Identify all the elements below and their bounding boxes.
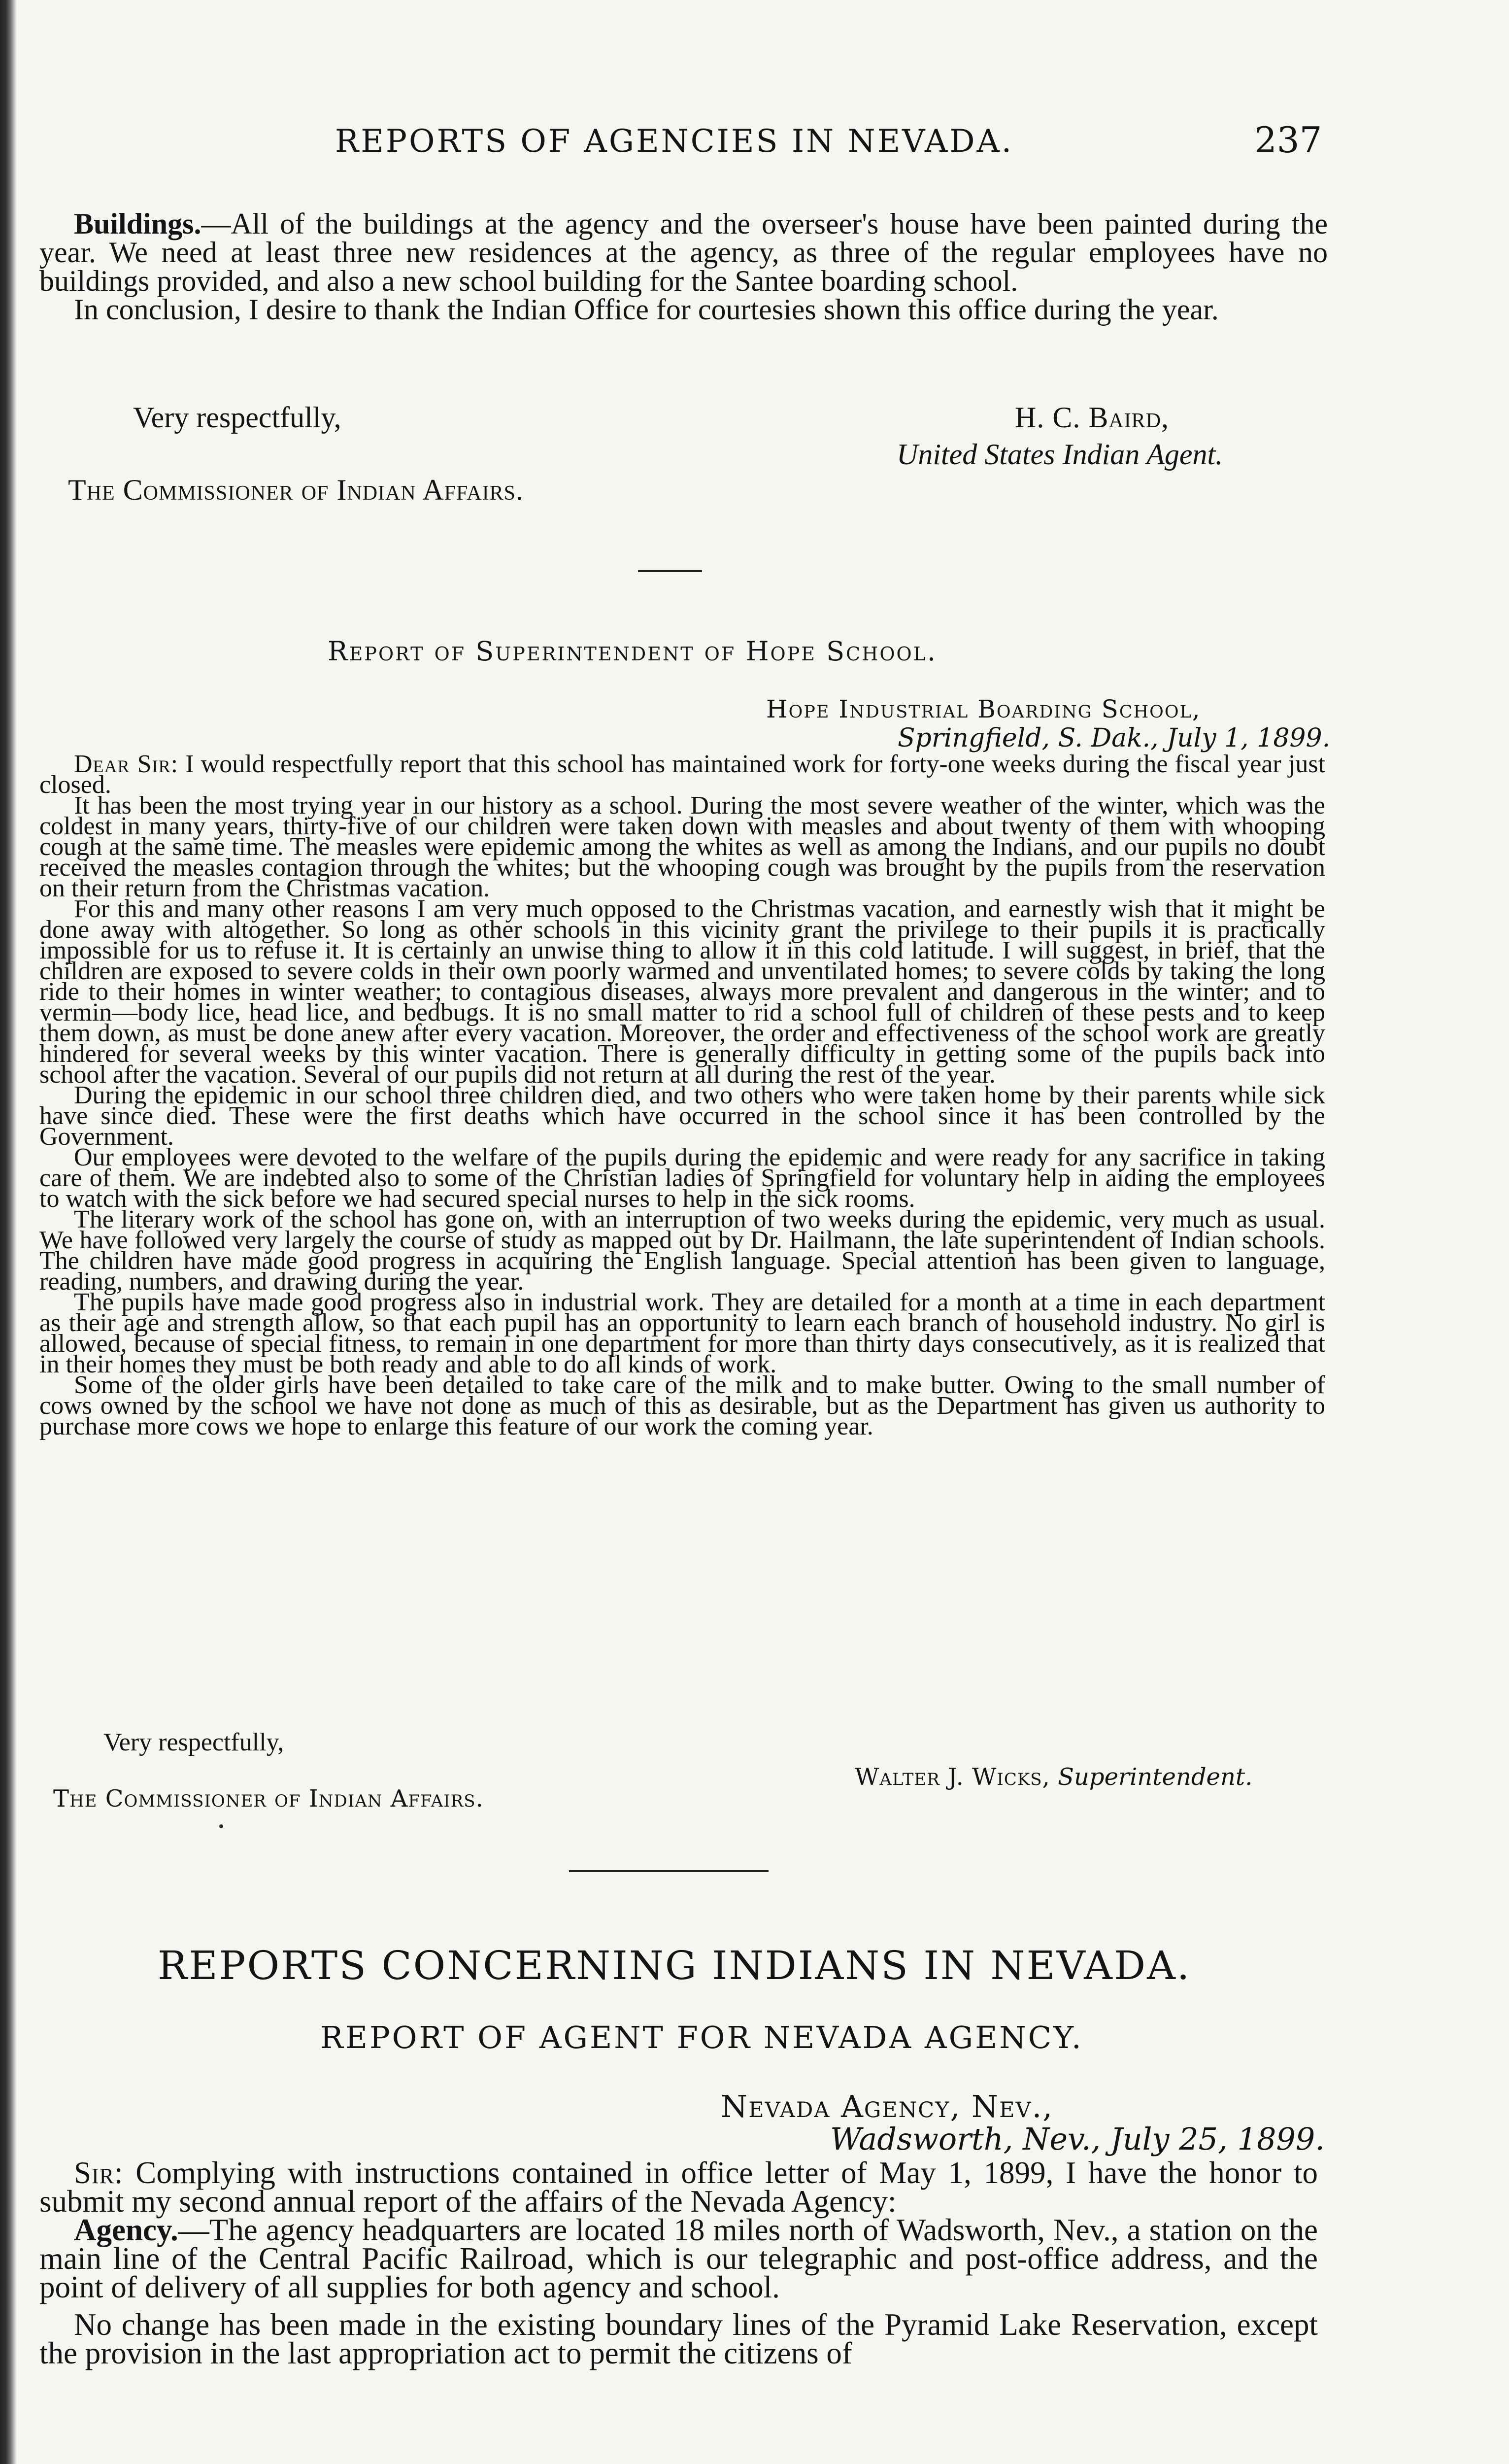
hope-paragraph-8: Some of the older girls have been detailed to take care of the milk and to make butter. Owing to the small number of cows owned by the school we have not done as much of this as desirable, but as the Department has given us authority to purchase more cows we hope to enlarge this feature of our work the coming year. (39, 1371, 1325, 1440)
agency-lead: Agency. (74, 2213, 178, 2247)
scan-edge (0, 0, 17, 2464)
santee-signer-title: United States Indian Agent. (897, 438, 1223, 471)
conclusion-text: In conclusion, I desire to thank the Indian Office for courtesies shown this office during the year. (74, 293, 1219, 326)
hope-place: Hope Industrial Boarding School, (766, 695, 1201, 723)
section-divider-wide (569, 1870, 769, 1872)
page-number: 237 (1254, 119, 1322, 161)
nevada-report-title: REPORT OF AGENT FOR NEVADA AGENCY. (320, 2019, 1083, 2055)
hope-paragraph-5: Our employees were devoted to the welfare of the pupils during the epidemic and were ready for any sacrifice in taking care of them. We are indebted also to some of the Christian ladies of Springfield for voluntary help in aiding the employees to watch with the sick before we had secured special nurses to help in the sick rooms. (39, 1143, 1325, 1213)
nevada-place: Nevada Agency, Nev., (721, 2088, 1054, 2124)
hope-paragraph-6: The literary work of the school has gone on, with an interruption of two weeks during the epidemic, very much as usual. We have followed very largely the course of study as mapped out by Dr. Hailmann, the late superintendent of Indian schools. The children have made good progress in acquiring the English language. Special attention has been given to language, reading, numbers, and drawing during the year. (39, 1205, 1325, 1296)
hope-paragraph-1: I would respectfully report that this school has maintained work for forty-one weeks during the fiscal year just closed. (39, 750, 1326, 799)
buildings-lead: Buildings. (74, 207, 201, 240)
hope-signer: Walter J. Wicks, (855, 1763, 1050, 1791)
nevada-paragraph-3: No change has been made in the existing boundary lines of the Pyramid Lake Reservation, except the provision in the last appropriation act to permit the citizens of (39, 2307, 1318, 2370)
santee-closing: Very respectfully, (133, 401, 341, 434)
hope-letter-body (39, 750, 1326, 1440)
nevada-paragraph-1: Complying with instructions contained in office letter of May 1, 1899, I have the honor to submit my second annual report of the affairs of the Nevada Agency: (39, 2156, 1318, 2219)
agency-text: —The agency headquarters are located 18 miles north of Wadsworth, Nev., a station on the main line of the Central Pacific Railroad, which is our telegraphic and post-office address, and the point of delivery of all supplies for both agency and school. (39, 2213, 1318, 2304)
nevada-letter-body (39, 2156, 1318, 2370)
hope-paragraph-2: It has been the most trying year in our history as a school. During the most severe weather of the winter, which was the coldest in many years, thirty-five of our children were taken down with measles and about twenty of them with whooping cough at the same time. The measles were epidemic among the whites as well as among the Indians, and our pupils no doubt received the measles contagion through the whites; but the whooping cough was brought by the pupils from the reservation on their return from the Christmas vacation. (39, 791, 1325, 902)
santee-buildings-paragraph (39, 209, 1328, 324)
hope-closing: Very respectfully, (103, 1728, 284, 1756)
santee-addressee: The Commissioner of Indian Affairs. (68, 474, 524, 506)
running-title: REPORTS OF AGENCIES IN NEVADA. (335, 123, 1014, 160)
hope-salutation: Dear Sir: (74, 750, 179, 778)
ink-speck (219, 1824, 223, 1828)
nevada-section-title: REPORTS CONCERNING INDIANS IN NEVADA. (158, 1943, 1191, 1988)
hope-addressee: The Commissioner of Indian Affairs. (53, 1785, 484, 1813)
hope-signature (855, 1763, 1252, 1791)
section-divider (638, 570, 702, 572)
hope-paragraph-4: During the epidemic in our school three children died, and two others who were taken home by their parents while sick have since died. These were the first deaths which have occurred in the school since it has been controlled by the Government. (39, 1081, 1325, 1151)
hope-date: Springfield, S. Dak., July 1, 1899. (898, 723, 1331, 753)
hope-report-title: Report of Superintendent of Hope School. (328, 636, 938, 667)
nevada-date: Wadsworth, Nev., July 25, 1899. (830, 2121, 1325, 2157)
hope-paragraph-7: The pupils have made good progress also in industrial work. They are detailed for a month at a time in each department as their age and strength allow, so that each pupil has an opportunity to learn each branch of household industry. No girl is allowed, because of special fitness, to remain in one department for more than thirty days consecutively, as it is realized that in their homes they must be both ready and able to do all kinds of work. (39, 1288, 1325, 1378)
santee-signer: H. C. Baird, (1015, 401, 1170, 434)
buildings-text: —All of the buildings at the agency and the overseer's house have been painted during the year. We need at least three new residences at the agency, as three of the regular employees have no buildings provided, and also a new school building for the Santee boarding school. (39, 207, 1328, 297)
hope-paragraph-3: For this and many other reasons I am very much opposed to the Christmas vacation, and earnestly wish that it might be done away with altogether. So long as other schools in this vicinity grant the privilege to their pupils it is practically impossible for us to refuse it. It is certainly an unwise thing to allow it in this cold latitude. I will suggest, in brief, that the children are exposed to severe colds in their own poorly warmed and unventilated homes; to severe colds by taking the long ride to their homes in winter weather; to contagious diseases, always more prevalent and dangerous in the winter; and to vermin—body lice, head lice, and bedbugs. It is no small matter to rid a school full of children of these pests and to keep them down, as must be done anew after every vacation. Moreover, the order and effectiveness of the school work are greatly hindered for several weeks by this winter vacation. There is generally difficulty in getting some of the pupils back into school after the vacation. Several of our pupils did not return at all during the rest of the year. (39, 895, 1325, 1089)
nevada-salutation: Sir: (74, 2156, 124, 2190)
hope-signer-title: Superintendent. (1058, 1763, 1253, 1791)
